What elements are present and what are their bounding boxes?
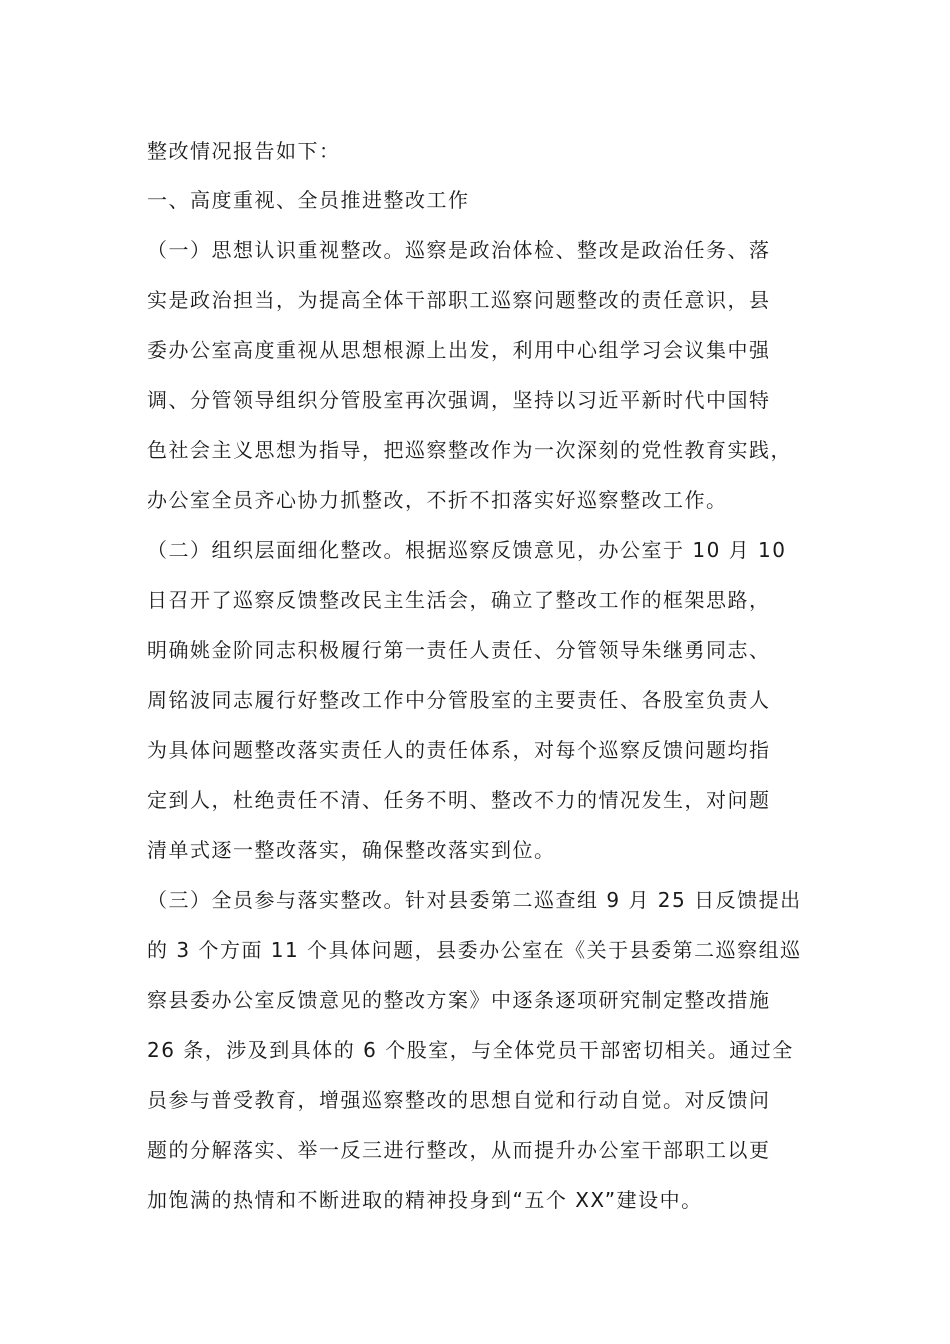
paragraph-3-line-6: 题的分解落实、举一反三进行整改，从而提升办公室干部职工以更 [147, 1138, 771, 1162]
paragraph-1-line-6: 办公室全员齐心协力抓整改，不折不扣落实好巡察整改工作。 [147, 488, 728, 512]
paragraph-3-line-5: 员参与普受教育，增强巡察整改的思想自觉和行动自觉。对反馈问 [147, 1088, 771, 1112]
paragraph-1-line-1: （一）思想认识重视整改。巡察是政治体检、整改是政治任务、落 [147, 238, 771, 262]
intro-line: 整改情况报告如下： [147, 139, 341, 163]
paragraph-1-line-5: 色社会主义思想为指导，把巡察整改作为一次深刻的党性教育实践， [147, 438, 792, 462]
paragraph-2-line-4: 周铭波同志履行好整改工作中分管股室的主要责任、各股室负责人 [147, 688, 771, 712]
paragraph-1-line-3: 委办公室高度重视从思想根源上出发，利用中心组学习会议集中强 [147, 338, 771, 362]
paragraph-2-line-3: 明确姚金阶同志积极履行第一责任人责任、分管领导朱继勇同志、 [147, 638, 771, 662]
paragraph-3-line-2: 的 3 个方面 11 个具体问题，县委办公室在《关于县委第二巡察组巡 [147, 938, 802, 962]
paragraph-3-line-4: 26 条，涉及到具体的 6 个股室，与全体党员干部密切相关。通过全 [147, 1038, 794, 1062]
paragraph-3-line-7: 加饱满的热情和不断进取的精神投身到“五个 XX”建设中。 [147, 1188, 703, 1212]
paragraph-2-line-2: 日召开了巡察反馈整改民主生活会，确立了整改工作的框架思路， [147, 588, 771, 612]
paragraph-3-line-3: 察县委办公室反馈意见的整改方案》中逐条逐项研究制定整改措施 [147, 988, 771, 1012]
paragraph-3-line-1: （三）全员参与落实整改。针对县委第二巡查组 9 月 25 日反馈提出 [147, 888, 802, 912]
paragraph-2-line-6: 定到人，杜绝责任不清、任务不明、整改不力的情况发生，对问题 [147, 788, 771, 812]
paragraph-1-line-2: 实是政治担当，为提高全体干部职工巡察问题整改的责任意识，县 [147, 288, 771, 312]
paragraph-1-line-4: 调、分管领导组织分管股室再次强调，坚持以习近平新时代中国特 [147, 388, 771, 412]
paragraph-2-line-5: 为具体问题整改落实责任人的责任体系，对每个巡察反馈问题均指 [147, 738, 771, 762]
paragraph-2-line-1: （二）组织层面细化整改。根据巡察反馈意见，办公室于 10 月 10 [147, 538, 787, 562]
paragraph-2-line-7: 清单式逐一整改落实，确保整改落实到位。 [147, 838, 556, 862]
section-heading-1: 一、高度重视、全员推进整改工作 [147, 188, 470, 212]
